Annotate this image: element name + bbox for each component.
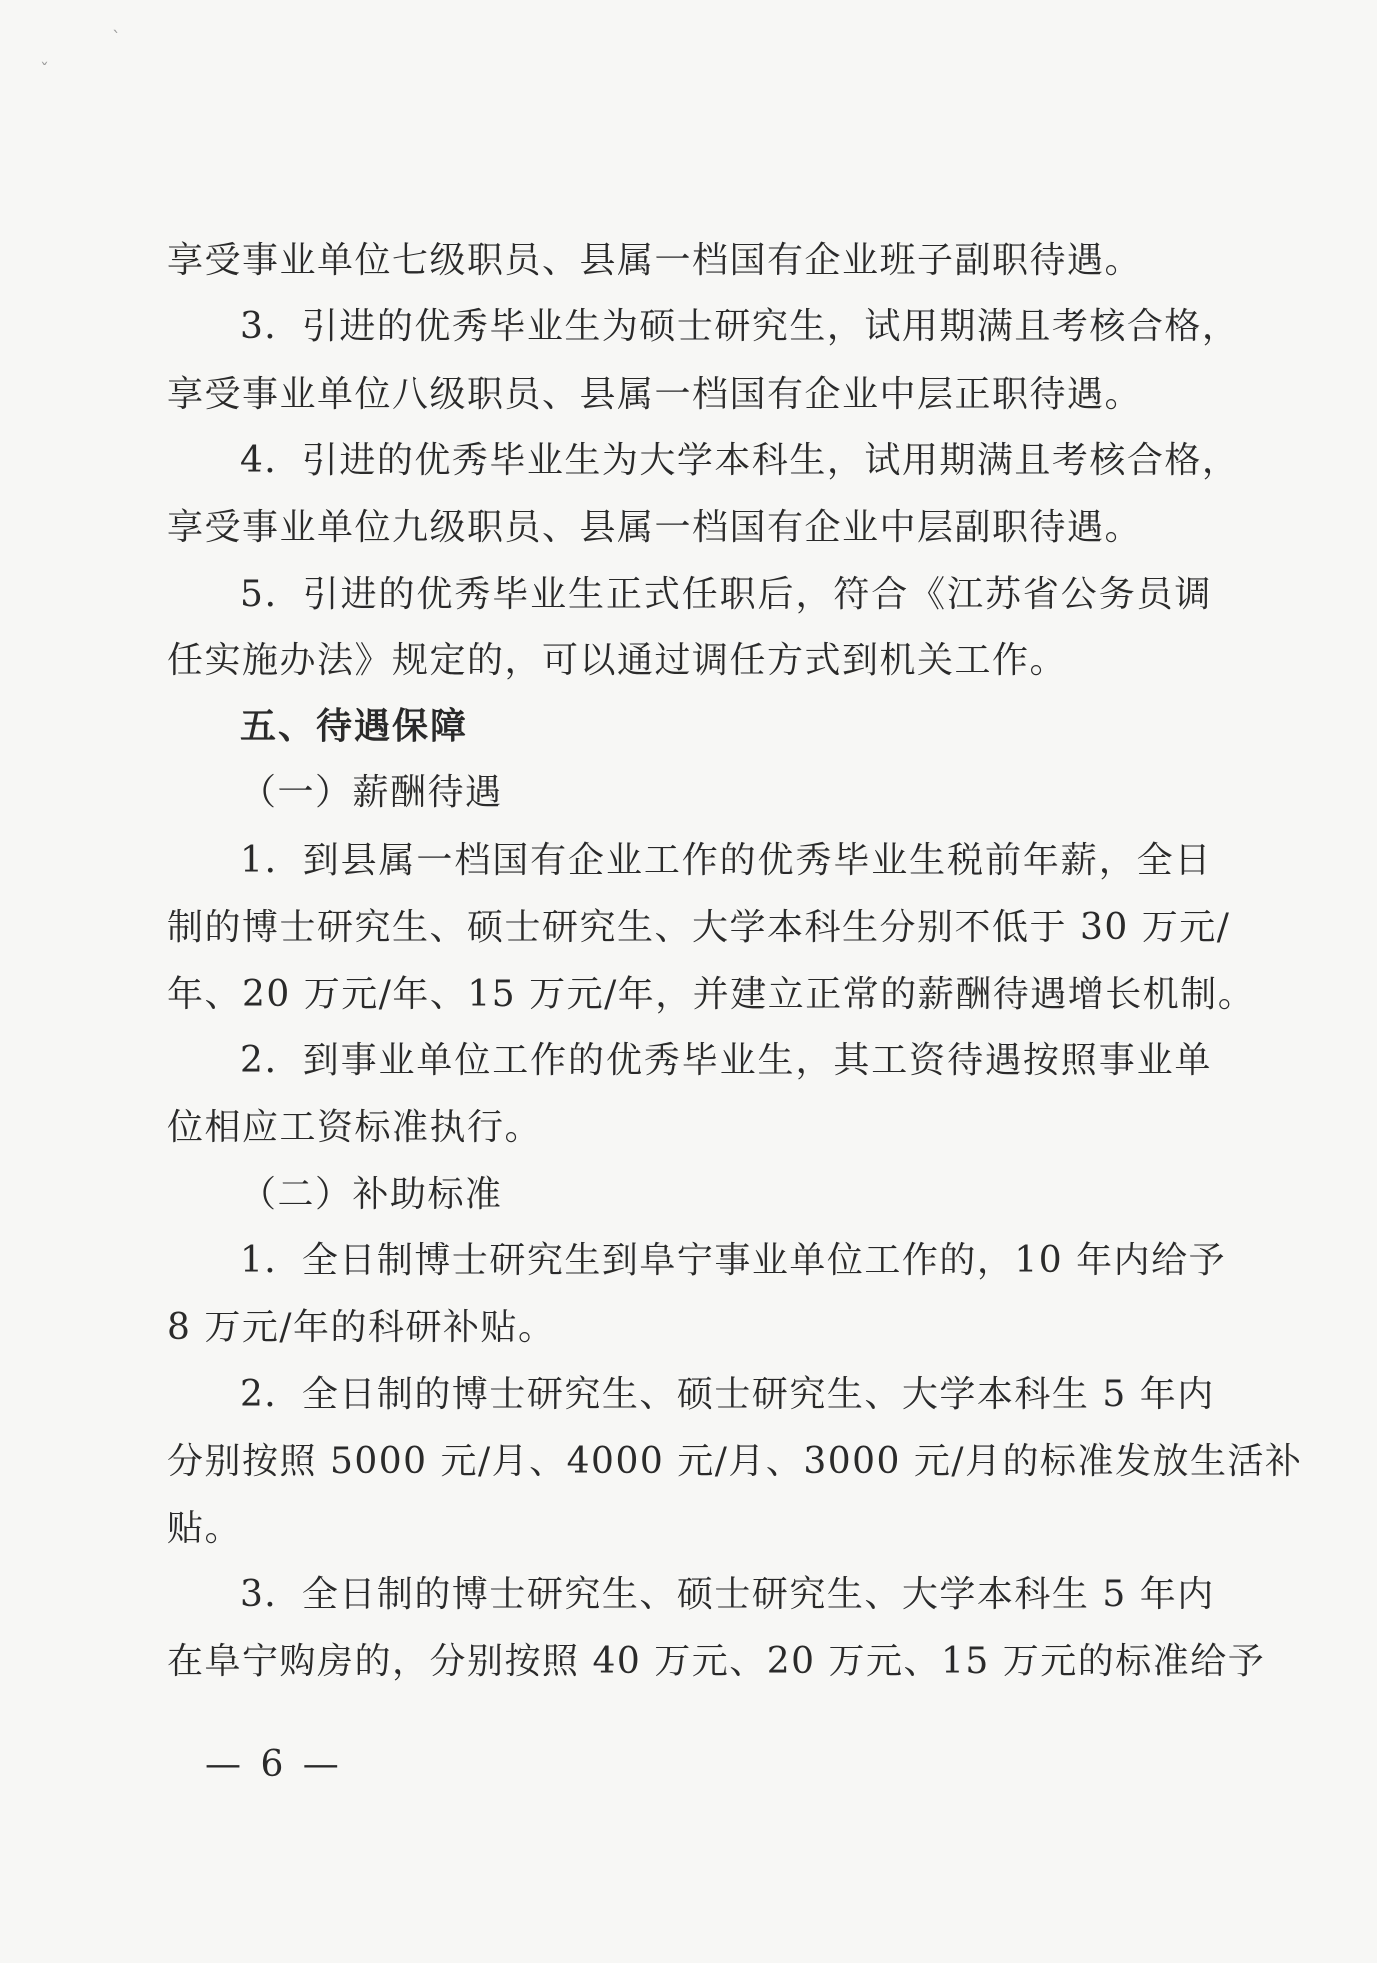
list-item-1: 1．全日制博士研究生到阜宁事业单位工作的，10 年内给予 (240, 1240, 1227, 1281)
body-line: 在阜宁购房的，分别按照 40 万元、20 万元、15 万元的标准给予 (167, 1641, 1266, 1682)
scan-artifact: ˋ (112, 28, 121, 49)
body-line: 制的博士研究生、硕士研究生、大学本科生分别不低于 30 万元/ (167, 907, 1231, 948)
list-item-3: 3．引进的优秀毕业生为硕士研究生，试用期满且考核合格， (240, 306, 1240, 347)
page-number: — 6 — (205, 1744, 343, 1785)
list-item-3: 3．全日制的博士研究生、硕士研究生、大学本科生 5 年内 (240, 1574, 1215, 1615)
body-line: 8 万元/年的科研补贴。 (167, 1307, 556, 1348)
list-item-2: 2．到事业单位工作的优秀毕业生，其工资待遇按照事业单 (240, 1040, 1212, 1081)
list-item-5: 5．引进的优秀毕业生正式任职后，符合《江苏省公务员调 (240, 574, 1212, 615)
list-item-2: 2．全日制的博士研究生、硕士研究生、大学本科生 5 年内 (240, 1374, 1215, 1415)
body-line: 位相应工资标准执行。 (167, 1107, 543, 1148)
body-line: 享受事业单位九级职员、县属一档国有企业中层副职待遇。 (167, 507, 1143, 548)
body-line: 贴。 (167, 1508, 243, 1549)
list-item-1: 1．到县属一档国有企业工作的优秀毕业生税前年薪，全日 (240, 840, 1212, 881)
body-line: 任实施办法》规定的，可以通过调任方式到机关工作。 (167, 640, 1068, 681)
list-item-4: 4．引进的优秀毕业生为大学本科生，试用期满且考核合格， (240, 440, 1240, 481)
subsection-heading: （一）薪酬待遇 (240, 772, 503, 813)
body-line: 年、20 万元/年、15 万元/年，并建立正常的薪酬待遇增长机制。 (167, 974, 1256, 1015)
subsection-heading: （二）补助标准 (240, 1174, 503, 1215)
body-line: 享受事业单位七级职员、县属一档国有企业班子副职待遇。 (167, 240, 1143, 281)
body-line: 享受事业单位八级职员、县属一档国有企业中层正职待遇。 (167, 374, 1143, 415)
body-line: 分别按照 5000 元/月、4000 元/月、3000 元/月的标准发放生活补 (167, 1441, 1303, 1482)
section-heading: 五、待遇保障 (240, 706, 469, 747)
scan-artifact: ˇ (40, 60, 49, 81)
